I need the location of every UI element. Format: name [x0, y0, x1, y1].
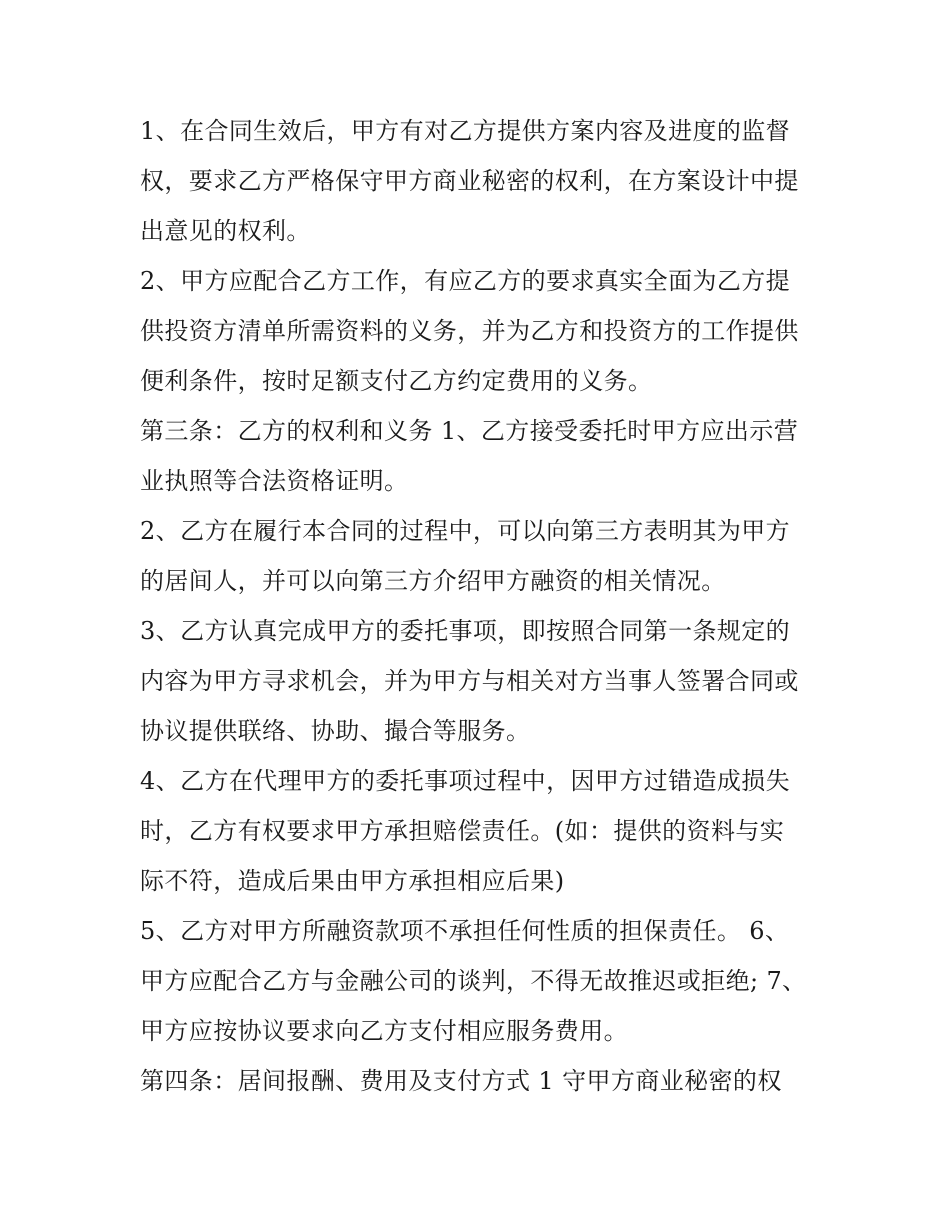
text-line: 3、乙方认真完成甲方的委托事项，即按照合同第一条规定的: [140, 617, 791, 645]
text-line: 第四条：居间报酬、费用及支付方式 1 守甲方商业秘密的权: [140, 1067, 782, 1095]
paragraph-3-2: [140, 506, 830, 606]
document-body: [140, 106, 830, 1106]
text-line: 出意见的权利。: [140, 217, 311, 245]
text-line: 甲方应按协议要求向乙方支付相应服务费用。: [140, 1017, 628, 1045]
text-line: 甲方应配合乙方与金融公司的谈判，不得无故推迟或拒绝; 7、: [140, 967, 807, 995]
text-line: 2、甲方应配合乙方工作，有应乙方的要求真实全面为乙方提: [140, 267, 791, 295]
paragraph-2: [140, 256, 830, 406]
text-line: 的居间人，并可以向第三方介绍甲方融资的相关情况。: [140, 567, 726, 595]
text-line: 1、在合同生效后，甲方有对乙方提供方案内容及进度的监督: [140, 117, 791, 145]
text-line: 时，乙方有权要求甲方承担赔偿责任。(如：提供的资料与实: [140, 817, 785, 845]
text-line: 便利条件，按时足额支付乙方约定费用的义务。: [140, 367, 653, 395]
text-line: 供投资方清单所需资料的义务，并为乙方和投资方的工作提供: [140, 317, 799, 345]
paragraph-3-4: [140, 756, 830, 906]
text-line: 内容为甲方寻求机会，并为甲方与相关对方当事人签署合同或: [140, 667, 799, 695]
text-line: 5、乙方对甲方所融资款项不承担任何性质的担保责任。 6、: [140, 917, 790, 945]
paragraph-3-5: [140, 906, 830, 1056]
text-line: 2、乙方在履行本合同的过程中，可以向第三方表明其为甲方: [140, 517, 791, 545]
text-line: 协议提供联络、协助、撮合等服务。: [140, 717, 531, 745]
paragraph-1: [140, 106, 830, 256]
paragraph-article-4: [140, 1056, 830, 1106]
paragraph-article-3: [140, 406, 830, 506]
text-line: 4、乙方在代理甲方的委托事项过程中，因甲方过错造成损失: [140, 767, 791, 795]
text-line: 第三条：乙方的权利和义务 1、乙方接受委托时甲方应出示营: [140, 417, 799, 445]
text-line: 际不符，造成后果由甲方承担相应后果): [140, 867, 565, 895]
paragraph-3-3: [140, 606, 830, 756]
text-line: 权，要求乙方严格保守甲方商业秘密的权利，在方案设计中提: [140, 167, 799, 195]
text-line: 业执照等合法资格证明。: [140, 467, 409, 495]
